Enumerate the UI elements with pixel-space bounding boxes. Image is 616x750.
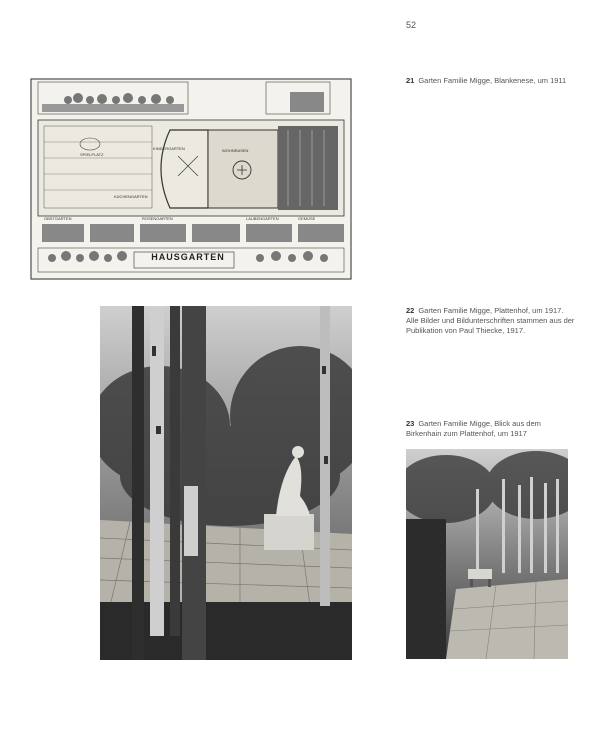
caption-number: 22: [406, 306, 415, 315]
plan-label-spielplatz: SPIELPLATZ: [80, 152, 104, 157]
caption-21: [406, 76, 576, 86]
page-number: 52: [406, 20, 417, 30]
caption-text: Garten Familie Migge, Plattenhof, um 1917. Alle Bilder und Bildunterschriften stammen aus der Publikation von Paul Thiecke, 1917.: [406, 306, 575, 335]
caption-23: [406, 419, 576, 439]
caption-number: 21: [406, 76, 415, 85]
plan-label-rosengarten: ROSENGARTEN: [142, 216, 173, 221]
caption-number: 23: [406, 419, 415, 428]
caption-text: Garten Familie Migge, Blankenese, um 1911: [418, 76, 567, 85]
plan-title: HAUSGARTEN: [151, 252, 225, 262]
caption-22: [406, 306, 576, 336]
plan-label-obstgarten: OBSTGARTEN: [44, 216, 72, 221]
photo-plattenhof-statue: [100, 306, 352, 660]
plan-label-kuechengarten: KÜCHENGARTEN: [114, 194, 148, 199]
caption-text: Garten Familie Migge, Blick aus dem Birkenhain zum Plattenhof, um 1917: [406, 419, 541, 438]
photo-birch-grove: [406, 449, 568, 659]
plan-label-kindergarten: KINDERGARTEN: [153, 146, 185, 151]
plan-label-gemuese: GEMÜSE: [298, 216, 316, 221]
garden-plan-drawing: [30, 78, 352, 280]
plan-label-laubengarten: LAUBENGARTEN: [246, 216, 279, 221]
plan-label-wohnrasen: WOHNRASEN: [222, 148, 249, 153]
